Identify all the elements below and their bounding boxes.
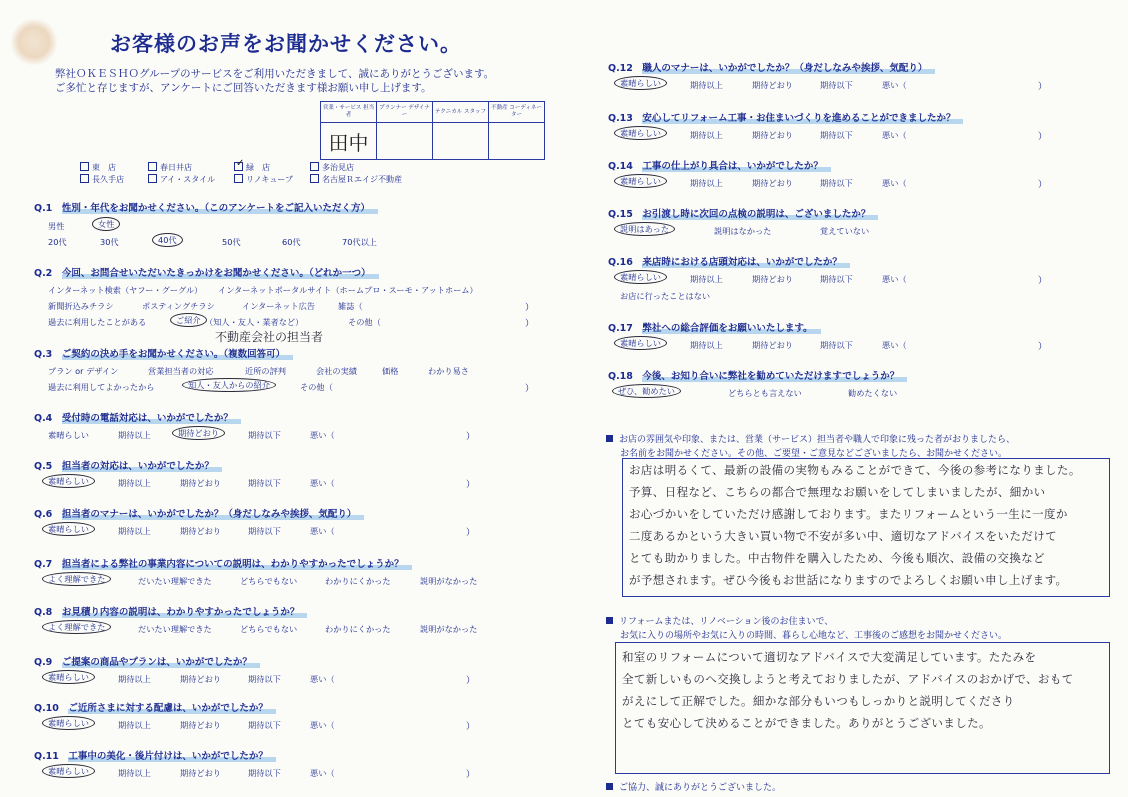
prompt-text: お店の雰囲気や印象、または、営業（サービス）担当者や職人で印象に残った者がおりましたら、 (619, 435, 1016, 445)
question-number: Q.12 (608, 63, 633, 74)
store-label: 春日井店 (160, 163, 192, 172)
staff-header: テクニカル スタッフ (433, 102, 489, 123)
stamp-mark (10, 18, 58, 66)
checkbox-icon[interactable] (148, 174, 157, 183)
option[interactable]: 期待以下 (820, 178, 853, 188)
option[interactable]: 期待以下 (820, 340, 853, 350)
question-q9 (34, 654, 260, 668)
comment-line: とても安心して決めることができました。ありがとうございました。 (622, 716, 991, 730)
comment-line: お心づかいをしていただけ感謝しております。またリフォームという一生に一度か (629, 507, 1068, 521)
paren-close: ） (1038, 82, 1048, 92)
option[interactable]: 期待以下 (820, 130, 853, 140)
store-option[interactable] (310, 174, 402, 185)
option[interactable]: 悪い（ (882, 340, 907, 350)
store-label: 多治見店 (322, 163, 354, 172)
paren-close: ） (525, 319, 535, 329)
option[interactable]: 期待以上 (690, 80, 723, 90)
option-selected[interactable]: 素晴らしい (42, 716, 95, 730)
option[interactable]: 会社の実績 (316, 366, 357, 376)
prompt-text: リフォームまたは、リノベーション後のお住まいで、 (619, 617, 834, 627)
question-q11 (34, 748, 276, 762)
option[interactable]: その他（ (348, 317, 381, 327)
checked-box-icon[interactable]: ✓ (236, 158, 245, 169)
question-text: 受付時の電話対応は、いかがでしたか？ (62, 413, 241, 424)
question-text: 工事の仕上がり具合は、いかがでしたか？ (642, 161, 831, 172)
store-option[interactable] (80, 162, 116, 173)
question-text: 工事中の美化・後片付けは、いかがでしたか？ (68, 751, 276, 762)
question-text: お引渡し時に次回の点検の説明は、ございましたか？ (642, 209, 878, 220)
option[interactable]: 悪い（ (310, 674, 335, 684)
option[interactable]: インターネットポータルサイト（ホームプロ・スーモ・アットホーム） (218, 285, 478, 295)
option[interactable]: 男性 (48, 221, 65, 231)
question-text: 職人のマナーは、いかがでしたか？（身だしなみや挨拶、気配り） (642, 63, 935, 74)
store-label: 東 店 (92, 163, 116, 172)
option[interactable]: プラン or デザイン (48, 366, 119, 376)
comment2-prompt-1 (606, 614, 833, 627)
store-label: リノキューブ (246, 175, 293, 184)
option[interactable]: その他（ (300, 382, 333, 392)
question-q7 (34, 556, 412, 570)
option-selected[interactable]: 素晴らしい (614, 174, 667, 188)
comment-line: お店は明るくて、最新の設備の実物もみることができて、今後の参考になりました。 (629, 463, 1081, 477)
question-text: ご提案の商品やプランは、いかがでしたか？ (62, 657, 260, 668)
comment-line: が予想されます。ぜひ今後もお世話になりますのでよろしくお願い申し上げます。 (629, 573, 1068, 587)
option[interactable]: 期待どおり (752, 80, 793, 90)
question-number: Q.4 (34, 413, 53, 424)
comment2-box[interactable] (615, 642, 1110, 774)
option[interactable]: どちらでもない (240, 624, 298, 634)
option[interactable]: 説明はなかった (714, 226, 772, 236)
square-bullet-icon (606, 435, 613, 442)
option[interactable]: 期待以上 (118, 430, 151, 440)
question-text: ご契約の決め手をお聞かせください。（複数回答可） (62, 349, 293, 360)
store-option[interactable] (148, 162, 192, 173)
option-selected[interactable]: よく理解できた (42, 572, 111, 586)
question-q8 (34, 604, 307, 618)
question-q4 (34, 410, 241, 424)
question-text: ご近所さまに対する配慮は、いかがでしたか？ (68, 703, 276, 714)
comment-line: 全て新しいものへ交換しようと考えておりましたが、アドバイスのおかげで、おもて (622, 672, 1074, 686)
staff-table (320, 101, 545, 160)
option[interactable]: 期待以上 (118, 478, 151, 488)
option[interactable]: 期待どおり (752, 274, 793, 284)
option[interactable]: 期待以上 (690, 340, 723, 350)
staff-value[interactable]: 田中 (321, 123, 377, 160)
option-selected[interactable]: 素晴らしい (614, 270, 667, 284)
option[interactable]: 悪い（ (310, 526, 335, 536)
option-selected[interactable]: 素晴らしい (42, 670, 95, 684)
question-text: 性別・年代をお聞かせください。（このアンケートをご記入いただく方） (62, 203, 378, 214)
option[interactable]: 過去に利用したことがある (48, 317, 147, 327)
intro-line-2: ご多忙と存じますが、アンケートにご回答いただきます様お願い申し上げます。 (55, 82, 432, 94)
question-q15 (608, 206, 878, 220)
square-bullet-icon (606, 783, 613, 790)
option-selected[interactable]: 知人・友人からの紹介 (182, 378, 276, 392)
checkbox-icon[interactable] (234, 174, 243, 183)
comment1-prompt-1 (606, 432, 1015, 445)
question-number: Q.9 (34, 657, 53, 668)
option[interactable]: 期待以上 (690, 130, 723, 140)
paren-close: ） (1038, 276, 1048, 286)
paren-close: ） (466, 770, 476, 780)
option[interactable]: 勧めたくない (848, 388, 898, 398)
question-number: Q.8 (34, 607, 53, 618)
option[interactable]: 期待どおり (752, 340, 793, 350)
question-number: Q.1 (34, 203, 53, 214)
store-option[interactable] (310, 162, 354, 173)
option-selected[interactable]: 素晴らしい (614, 76, 667, 90)
option-selected[interactable]: ぜひ、勧めたい (612, 384, 681, 398)
option-selected[interactable]: ご紹介 (170, 313, 207, 327)
paren-close: ） (466, 480, 476, 490)
option[interactable]: 悪い（ (882, 80, 907, 90)
option-selected[interactable]: よく理解できた (42, 620, 111, 634)
option[interactable]: 悪い（ (882, 274, 907, 284)
checkbox-icon[interactable] (148, 162, 157, 171)
option[interactable]: 期待以上 (118, 768, 151, 778)
option[interactable]: 期待どおり (752, 130, 793, 140)
comment-line: 和室のリフォームについて適切なアドバイスで大変満足しています。たたみを (622, 650, 1037, 664)
question-text: お見積り内容の説明は、わかりやすかったでしょうか？ (62, 607, 308, 618)
option-selected[interactable]: 女性 (92, 217, 120, 231)
option[interactable]: ポスティングチラシ (142, 301, 215, 311)
option[interactable]: 期待以下 (248, 720, 281, 730)
handwritten-note: 不動産会社の担当者 (215, 330, 324, 344)
question-number: Q.6 (34, 509, 53, 520)
store-label: 緑 店 (246, 163, 270, 172)
store-option[interactable] (80, 174, 124, 185)
checkbox-icon[interactable] (80, 162, 89, 171)
option[interactable]: 期待以下 (820, 274, 853, 284)
option[interactable]: 期待どおり (180, 478, 221, 488)
comment-line: がえにして正解でした。細かな部分もいつもしっかりと説明してくださり (622, 694, 1015, 708)
comment-line: 予算、日程など、こちらの都合で無理なお願いをしてしまいましたが、細かい (629, 485, 1046, 499)
question-text: 安心してリフォーム工事・お住まいづくりを進めることができましたか？ (642, 113, 963, 124)
option[interactable]: 新聞折込みチラシ (48, 301, 114, 311)
question-number: Q.7 (34, 559, 53, 570)
question-number: Q.10 (34, 703, 59, 714)
question-number: Q.17 (608, 323, 633, 334)
option[interactable]: お店に行ったことはない (620, 291, 711, 301)
footer-text: ご協力、誠にありがとうございました。 (619, 783, 782, 793)
question-number: Q.18 (608, 371, 633, 382)
option[interactable]: 説明がなかった (420, 576, 478, 586)
option-selected[interactable]: 素晴らしい (42, 522, 95, 536)
paren-close: ） (466, 432, 476, 442)
question-number: Q.14 (608, 161, 633, 172)
paren-close: ） (466, 722, 476, 732)
option[interactable]: 期待どおり (752, 178, 793, 188)
staff-header: 営業・サービス 担当者 (321, 102, 377, 123)
comment1-prompt-2: お名前をお聞かせください。その他、ご要望・ご意見などございましたら、お聞かせください。 (620, 449, 1008, 459)
question-number: Q.11 (34, 751, 59, 762)
option[interactable]: 期待以上 (118, 674, 151, 684)
question-text: 弊社への総合評価をお願いいたします。 (642, 323, 820, 334)
question-text: 担当者の対応は、いかがでしたか？ (62, 461, 222, 472)
store-label: アイ・スタイル (160, 175, 216, 184)
paren-close: ） (525, 384, 535, 394)
question-q1 (34, 200, 378, 214)
option-selected[interactable]: 素晴らしい (614, 336, 667, 350)
question-number: Q.2 (34, 268, 53, 279)
staff-value[interactable] (489, 123, 545, 160)
question-number: Q.16 (608, 257, 633, 268)
staff-value[interactable] (433, 123, 489, 160)
option[interactable]: 期待以下 (248, 768, 281, 778)
option[interactable]: わかりにくかった (325, 576, 391, 586)
staff-header: プランナー デザイナー (377, 102, 433, 123)
option[interactable]: わかりにくかった (325, 624, 391, 634)
option[interactable]: 期待どおり (180, 768, 221, 778)
option[interactable]: だいたい理解できた (138, 624, 212, 634)
option[interactable]: 50代 (222, 237, 241, 247)
paren-close: ） (1038, 132, 1048, 142)
comment1-box[interactable] (622, 458, 1110, 597)
question-q6 (34, 506, 364, 520)
question-q14 (608, 158, 831, 172)
option[interactable]: 過去に利用してよかったから (48, 382, 155, 392)
option[interactable]: 期待以下 (820, 80, 853, 90)
option[interactable]: インターネット広告 (242, 301, 315, 311)
option[interactable]: 悪い（ (310, 430, 335, 440)
option[interactable]: 悪い（ (310, 720, 335, 730)
option[interactable]: 60代 (282, 237, 301, 247)
option[interactable]: わかり易さ (428, 366, 469, 376)
store-label: 名古屋Ｒエイジ不動産 (322, 175, 402, 184)
option[interactable]: 悪い（ (882, 130, 907, 140)
paren-close: ） (466, 676, 476, 686)
option[interactable]: 70代以上 (342, 237, 377, 247)
footer-thanks (606, 780, 781, 793)
option[interactable]: どちらでもない (240, 576, 298, 586)
option[interactable]: 素晴らしい (48, 430, 89, 440)
option[interactable]: 近所の評判 (245, 366, 286, 376)
option[interactable]: どちらとも言えない (728, 388, 802, 398)
question-number: Q.5 (34, 461, 53, 472)
question-q2 (34, 265, 379, 279)
option[interactable]: 期待以上 (690, 274, 723, 284)
question-text: 今後、お知り合いに弊社を勧めていただけますでしょうか？ (642, 371, 907, 382)
option[interactable]: 悪い（ (310, 768, 335, 778)
option[interactable]: 期待以上 (690, 178, 723, 188)
option[interactable]: 雑誌（ (338, 301, 363, 311)
option[interactable]: 営業担当者の対応 (148, 366, 214, 376)
option[interactable]: 価格 (382, 366, 399, 376)
comment2-prompt-2: お気に入りの場所やお気に入りの時間、暮らし心地など、工事後のご感想をお聞かせください。 (620, 631, 1008, 641)
option-selected[interactable]: 素晴らしい (42, 764, 95, 778)
option: （知人・友人・業者など） (205, 317, 304, 327)
question-number: Q.3 (34, 349, 53, 360)
question-text: 担当者による弊社の事業内容についての説明は、わかりやすかったでしょうか？ (62, 559, 412, 570)
comment-line: 二度あるかという大きい買い物で不安が多い中、適切なアドバイスをいただけて (629, 529, 1058, 543)
paren-close: ） (466, 528, 476, 538)
question-q13 (608, 110, 963, 124)
question-q5 (34, 458, 222, 472)
option[interactable]: だいたい理解できた (138, 576, 212, 586)
option[interactable]: 20代 (48, 237, 67, 247)
option[interactable]: 期待どおり (180, 720, 221, 730)
option-selected[interactable]: 素晴らしい (42, 474, 95, 488)
option[interactable]: 説明がなかった (420, 624, 478, 634)
option[interactable]: 期待以上 (118, 526, 151, 536)
option[interactable]: 期待どおり (180, 526, 221, 536)
question-q18 (608, 368, 907, 382)
option[interactable]: 期待以下 (248, 478, 281, 488)
comment-line: とても助かりました。中古物件を購入したため、今後も順次、設備の交換など (629, 551, 1046, 565)
store-label: 長久手店 (92, 175, 124, 184)
checkbox-icon[interactable] (310, 162, 319, 171)
question-text: 今回、お問合せいただいたきっかけをお聞かせください。（どれか一つ） (62, 268, 379, 279)
checkbox-icon[interactable] (80, 174, 89, 183)
staff-value[interactable] (377, 123, 433, 160)
paren-close: ） (1038, 180, 1048, 190)
paren-close: ） (525, 303, 535, 313)
store-option[interactable] (234, 174, 293, 185)
option[interactable]: 30代 (100, 237, 119, 247)
option[interactable]: 悪い（ (882, 178, 907, 188)
question-q12 (608, 60, 935, 74)
intro-line-1: 弊社ＯＫＥＳＨＯグループのサービスをご利用いただきまして、誠にありがとうございます。 (55, 68, 495, 80)
option[interactable]: 期待以下 (248, 430, 281, 440)
option[interactable]: 期待以下 (248, 674, 281, 684)
store-option-checked[interactable] (234, 158, 270, 173)
staff-header: 不動産 コーディネーター (489, 102, 545, 123)
option[interactable]: 悪い（ (310, 478, 335, 488)
question-text: 来店時における店頭対応は、いかがでしたか？ (642, 257, 850, 268)
store-option[interactable] (148, 174, 215, 185)
square-bullet-icon (606, 617, 613, 624)
checkbox-icon[interactable] (310, 174, 319, 183)
option-selected[interactable]: 素晴らしい (614, 126, 667, 140)
option-selected[interactable]: 40代 (152, 233, 183, 247)
option[interactable]: 覚えていない (820, 226, 870, 236)
option[interactable]: 期待以下 (248, 526, 281, 536)
option-selected[interactable]: 説明はあった (614, 222, 675, 236)
question-q17 (608, 320, 821, 334)
question-q3 (34, 346, 293, 360)
option[interactable]: 期待どおり (180, 674, 221, 684)
question-text: 担当者のマナーは、いかがでしたか？（身だしなみや挨拶、気配り） (62, 509, 365, 520)
option[interactable]: 期待以上 (118, 720, 151, 730)
question-number: Q.15 (608, 209, 633, 220)
question-q16 (608, 254, 850, 268)
question-q10 (34, 700, 276, 714)
page-title: お客様のお声をお聞かせください。 (110, 32, 462, 56)
paren-close: ） (1038, 342, 1048, 352)
question-number: Q.13 (608, 113, 633, 124)
option-selected[interactable]: 期待どおり (172, 426, 225, 440)
option[interactable]: インターネット検索（ヤフー・グーグル） (48, 285, 203, 295)
